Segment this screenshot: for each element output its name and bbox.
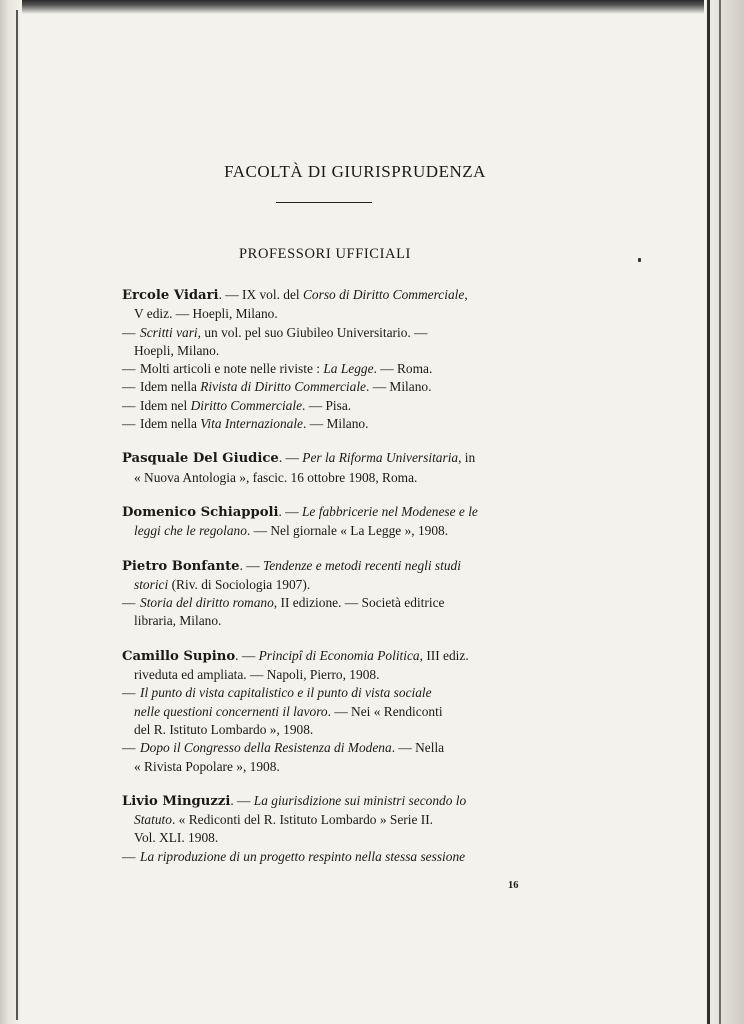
text-run: . « Rediconti del R. Istituto Lombardo » Serie II.	[171, 812, 434, 828]
text-run: , III ediz.	[419, 647, 469, 663]
entry-line	[122, 758, 532, 776]
text-run: riveduta ed ampliata. — Napoli, Pierro, 1908.	[134, 667, 380, 683]
faculty-title: FACOLTÀ DI GIURISPRUDENZA	[224, 162, 486, 181]
entry-line	[122, 684, 532, 702]
text-run: . — Roma.	[373, 361, 433, 377]
scan-right-line	[707, 0, 710, 1024]
dash: —	[122, 740, 136, 756]
dash: —	[122, 685, 136, 701]
italic-title: nelle questioni concernenti il lavoro	[134, 703, 328, 719]
scan-left-line	[16, 10, 18, 1020]
entry-line	[122, 647, 532, 666]
entry-line	[122, 522, 532, 540]
italic-title: Statuto	[134, 812, 172, 828]
entry-minguzzi	[122, 792, 532, 866]
entry-line	[122, 666, 532, 684]
dash: —	[122, 416, 136, 432]
text-run: V ediz. — Hoepli, Milano.	[134, 306, 278, 322]
italic-title: La riproduzione di un progetto respinto nella stessa sessione	[140, 848, 466, 864]
scan-top-edge	[0, 0, 744, 14]
entry-line	[122, 449, 532, 468]
document-page	[30, 14, 700, 1020]
text-run: « Nuova Antologia », fascic. 16 ottobre 1908, Roma.	[134, 469, 418, 485]
professor-name: Ercole Vidari	[122, 288, 219, 303]
professor-name: Pasquale Del Giudice	[122, 451, 279, 467]
ink-speck	[638, 258, 641, 262]
text-run: Idem nel	[140, 397, 191, 413]
entry-line	[122, 612, 532, 630]
dash: —	[122, 595, 136, 611]
text-run: ,	[464, 287, 468, 302]
entry-line	[122, 305, 532, 323]
text-run: . — Milano.	[366, 379, 432, 395]
text-run: . —	[239, 557, 263, 573]
dash: —	[122, 397, 136, 413]
text-run: . —	[278, 503, 302, 519]
text-run: « Rivista Popolare », 1908.	[134, 758, 280, 774]
scan-right-edge	[704, 0, 744, 1024]
italic-title: Tendenze e metodi recenti negli studi	[263, 557, 461, 573]
entry-del-giudice	[122, 449, 532, 487]
text-run: , II edizione. — Società editrice	[273, 595, 445, 611]
entry-line	[122, 378, 532, 396]
text-run: . —	[278, 450, 303, 466]
entry-line	[122, 286, 532, 305]
text-run: . — Pisa.	[302, 397, 352, 413]
professor-name: Livio Minguzzi	[122, 793, 231, 809]
italic-title: leggi che le regolano	[134, 523, 247, 539]
entry-line	[122, 703, 532, 721]
italic-title: Scritti vari	[140, 324, 198, 340]
entry-bonfante	[122, 557, 532, 631]
entry-line	[122, 415, 532, 433]
entry-line	[122, 829, 532, 847]
text-run: . — IX vol. del	[218, 287, 303, 302]
entry-line	[122, 342, 532, 360]
dash: —	[122, 379, 136, 395]
professor-name: Pietro Bonfante	[122, 558, 240, 574]
italic-title: La giurisdizione sui ministri secondo lo	[253, 792, 467, 808]
entry-line	[122, 360, 532, 378]
entry-line	[122, 397, 532, 415]
entry-line	[122, 848, 532, 866]
entry-line	[122, 721, 532, 739]
entry-line	[122, 503, 532, 522]
scan-left-edge	[0, 0, 22, 1024]
italic-title: Il punto di vista capitalistico e il punto di vista sociale	[140, 685, 432, 701]
italic-title: Le fabbricerie nel Modenese e le	[301, 503, 478, 519]
section-title: PROFESSORI UFFICIALI	[239, 246, 411, 262]
italic-title: Principî di Economia Politica	[258, 647, 420, 663]
text-run: . —	[230, 792, 254, 808]
text-run: Molti articoli e note nelle riviste :	[140, 361, 324, 377]
text-run: . —	[235, 647, 259, 663]
page-number: 16	[508, 880, 519, 891]
professor-entries	[122, 286, 532, 882]
italic-title: Corso di Diritto Commerciale	[303, 287, 465, 302]
text-run: Hoepli, Milano.	[134, 342, 220, 358]
entry-line	[122, 469, 532, 487]
entry-vidari	[122, 286, 532, 433]
text-run: , un vol. pel suo Giubileo Universitario. —	[197, 324, 428, 340]
text-run: . — Milano.	[303, 416, 369, 432]
scan-right-line-secondary	[719, 0, 721, 1024]
text-run: . — Nei « Rendiconti	[327, 703, 443, 719]
italic-title: Per la Riforma Universitaria	[302, 450, 459, 466]
italic-title: La Legge	[323, 361, 374, 377]
dash: —	[122, 324, 136, 340]
italic-title: Storia del diritto romano	[140, 595, 274, 611]
entry-line	[122, 324, 532, 342]
text-run: , in	[458, 450, 476, 466]
entry-line	[122, 811, 532, 829]
text-run: Vol. XLI. 1908.	[134, 830, 219, 846]
text-run: libraria, Milano.	[134, 613, 222, 629]
entry-schiappoli	[122, 503, 532, 541]
title-rule	[276, 202, 372, 203]
entry-supino	[122, 647, 532, 776]
entry-line	[122, 576, 532, 594]
professor-name: Domenico Schiappoli	[122, 504, 279, 520]
entry-line	[122, 594, 532, 612]
text-run: Idem nella	[140, 416, 201, 432]
italic-title: Rivista di Diritto Commerciale	[200, 379, 366, 395]
italic-title: Vita Internazionale	[200, 416, 304, 432]
text-run: Idem nella	[140, 379, 201, 395]
italic-title: Dopo il Congresso della Resistenza di Modena	[140, 740, 392, 756]
entry-line	[122, 739, 532, 757]
text-run: del R. Istituto Lombardo », 1908.	[134, 721, 314, 737]
entry-line	[122, 557, 532, 576]
text-run: . — Nella	[391, 740, 445, 756]
italic-title: storici	[134, 576, 169, 592]
text-run: (Riv. di Sociologia 1907).	[168, 576, 311, 592]
entry-line	[122, 792, 532, 811]
dash: —	[122, 361, 136, 377]
dash: —	[122, 848, 136, 864]
professor-name: Camillo Supino	[122, 648, 236, 664]
italic-title: Diritto Commerciale	[190, 397, 303, 413]
text-run: . — Nel giornale « La Legge », 1908.	[246, 523, 449, 539]
